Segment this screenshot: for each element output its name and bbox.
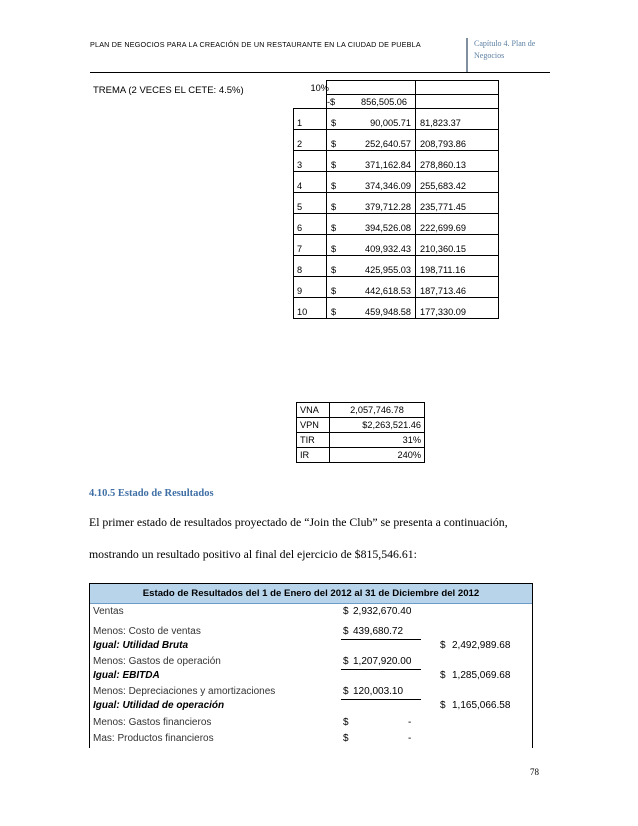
period-cell: [294, 130, 327, 151]
cash-flow-amount: 90,005.71: [370, 118, 411, 128]
summary-row: [297, 433, 425, 448]
present-value-cell: [416, 172, 499, 193]
cash-flow-cell: [327, 235, 416, 256]
dollar-sign: $: [331, 160, 337, 170]
dollar-sign: $: [331, 181, 337, 191]
summary-row: [297, 418, 425, 433]
present-value-amount: 255,683.42: [420, 181, 466, 191]
mid-amount: 2,932,670.40: [353, 606, 412, 617]
period-cell: [294, 277, 327, 298]
cash-flow-cell: [327, 109, 416, 130]
initial-investment-amount: 856,505.06: [361, 97, 407, 107]
period-cell: [294, 172, 327, 193]
right-amount: 1,165,066.58: [452, 700, 511, 711]
present-value-amount: 235,771.45: [420, 202, 466, 212]
page-header: [90, 38, 550, 72]
right-dollar-sign: $: [440, 670, 446, 681]
dollar-sign: $: [331, 286, 337, 296]
cash-flow-row: [294, 151, 499, 172]
present-value-cell: [416, 109, 499, 130]
row-label: Ventas: [93, 606, 124, 617]
summary-value: $2,263,521.46: [330, 418, 425, 433]
cash-flow-cell: [327, 130, 416, 151]
mid-dollar-sign: $: [343, 656, 349, 667]
cash-flow-row: [294, 130, 499, 151]
mid-amount: -: [408, 717, 412, 728]
header-chapter-line1: Capítulo 4. Plan de: [474, 39, 536, 48]
cash-flow-amount: 425,955.03: [365, 265, 411, 275]
mid-amount: -: [408, 733, 412, 744]
period-number: 3: [297, 160, 303, 170]
cash-flow-header-cell: [416, 81, 499, 95]
row-label: Igual: Utilidad de operación: [93, 700, 225, 711]
period-number: 5: [297, 202, 303, 212]
period-number: 6: [297, 223, 303, 233]
present-value-cell: [416, 298, 499, 319]
period-number: 4: [297, 181, 303, 191]
dollar-sign: -$: [327, 97, 336, 107]
row-label: Igual: Utilidad Bruta: [93, 640, 188, 651]
present-value-cell: [416, 130, 499, 151]
dollar-sign: $: [331, 202, 337, 212]
cash-flow-amount: 459,948.58: [365, 307, 411, 317]
dollar-sign: $: [331, 118, 337, 128]
cash-flow-amount: 379,712.28: [365, 202, 411, 212]
row-label: Menos: Gastos financieros: [93, 717, 212, 728]
paragraph-line-1: El primer estado de resultados proyectado de “Join the Club” se presenta a continuación,: [89, 515, 508, 529]
summary-value: 2,057,746.78: [330, 403, 425, 418]
cash-flow-row: [294, 277, 499, 298]
present-value-amount: 278,860.13: [420, 160, 466, 170]
period-cell: [294, 298, 327, 319]
present-value-cell: [416, 214, 499, 235]
dollar-sign: $: [331, 139, 337, 149]
header-chapter: [466, 38, 535, 72]
summary-value: 240%: [330, 448, 425, 463]
present-value-cell: [416, 151, 499, 172]
cash-flow-row: [294, 214, 499, 235]
row-label: Menos: Costo de ventas: [93, 626, 201, 637]
trema-label: TREMA (2 VECES EL CETE: 4.5%): [93, 85, 244, 96]
cash-flow-cell: [327, 298, 416, 319]
cash-flow-row: [294, 109, 499, 130]
period-cell: [294, 193, 327, 214]
cash-flow-row: [294, 256, 499, 277]
row-label: Mas: Productos financieros: [93, 733, 214, 744]
row-label: Igual: EBITDA: [93, 670, 160, 681]
cash-flow-table: [293, 80, 499, 319]
cash-flow-amount: 442,618.53: [365, 286, 411, 296]
present-value-amount: 208,793.86: [420, 139, 466, 149]
summary-value: 31%: [330, 433, 425, 448]
empty-cell: [294, 95, 327, 109]
period-cell: [294, 235, 327, 256]
present-value-cell: [416, 256, 499, 277]
period-number: 1: [297, 118, 303, 128]
empty-cell: [416, 95, 499, 109]
period-cell: [294, 151, 327, 172]
period-cell: [294, 109, 327, 130]
summary-key: VPN: [297, 418, 330, 433]
cash-flow-header-cell: [327, 81, 416, 95]
right-dollar-sign: $: [440, 700, 446, 711]
cash-flow-amount: 252,640.57: [365, 139, 411, 149]
cash-flow-cell: [327, 214, 416, 235]
row-label: Menos: Gastos de operación: [93, 656, 221, 667]
summary-key: TIR: [297, 433, 330, 448]
present-value-amount: 222,699.69: [420, 223, 466, 233]
cash-flow-row: [294, 172, 499, 193]
mid-dollar-sign: $: [343, 686, 349, 697]
cash-flow-cell: [327, 277, 416, 298]
summary-key: VNA: [297, 403, 330, 418]
summary-row: [297, 403, 425, 418]
mid-dollar-sign: $: [343, 733, 349, 744]
present-value-amount: 210,360.15: [420, 244, 466, 254]
period-number: 8: [297, 265, 303, 275]
subtotal-underline: [341, 669, 421, 670]
dollar-sign: $: [331, 244, 337, 254]
present-value-amount: 81,823.37: [420, 118, 461, 128]
period-number: 2: [297, 139, 303, 149]
subtotal-underline: [341, 639, 421, 640]
mid-dollar-sign: $: [343, 626, 349, 637]
period-number: 10: [297, 307, 308, 317]
period-number: 7: [297, 244, 303, 254]
cash-flow-cell: [327, 193, 416, 214]
section-title: 4.10.5 Estado de Resultados: [89, 488, 214, 499]
paragraph-line-2: mostrando un resultado positivo al final del ejercicio de $815,546.61:: [89, 547, 417, 561]
row-label: Menos: Depreciaciones y amortizaciones: [93, 686, 276, 697]
cash-flow-amount: 371,162.84: [365, 160, 411, 170]
mid-dollar-sign: $: [343, 606, 349, 617]
cash-flow-row: [294, 298, 499, 319]
npv-summary-table: [296, 402, 425, 463]
summary-key: IR: [297, 448, 330, 463]
present-value-cell: [416, 193, 499, 214]
mid-amount: 439,680.72: [353, 626, 404, 637]
header-rule: [90, 72, 550, 73]
present-value-amount: 177,330.09: [420, 307, 466, 317]
right-amount: 1,285,069.68: [452, 670, 511, 681]
header-document-title: PLAN DE NEGOCIOS PARA LA CREACIÓN DE UN RESTAURANTE EN LA CIUDAD DE PUEBLA: [90, 40, 421, 49]
income-statement-table: [89, 583, 533, 748]
trema-value-cell: [294, 81, 327, 95]
period-number: 9: [297, 286, 303, 296]
page-number: 78: [530, 767, 539, 777]
cash-flow-cell: [327, 151, 416, 172]
present-value-amount: 198,711.16: [420, 265, 466, 275]
dollar-sign: $: [331, 307, 337, 317]
mid-dollar-sign: $: [343, 717, 349, 728]
mid-amount: 120,003.10: [353, 686, 404, 697]
period-cell: [294, 256, 327, 277]
present-value-amount: 187,713.46: [420, 286, 466, 296]
present-value-cell: [416, 235, 499, 256]
period-cell: [294, 214, 327, 235]
mid-amount: 1,207,920.00: [353, 656, 412, 667]
right-amount: 2,492,989.68: [452, 640, 511, 651]
cash-flow-cell: [327, 172, 416, 193]
subtotal-underline: [341, 699, 421, 700]
dollar-sign: $: [331, 265, 337, 275]
cash-flow-cell: [327, 256, 416, 277]
income-statement-title: Estado de Resultados del 1 de Enero del 2012 al 31 de Diciembre del 2012: [90, 584, 532, 604]
trema-value: 10%: [310, 82, 329, 93]
header-chapter-line2: Negocios: [474, 51, 505, 60]
right-dollar-sign: $: [440, 640, 446, 651]
present-value-cell: [416, 277, 499, 298]
cash-flow-row: [294, 193, 499, 214]
cash-flow-amount: 409,932.43: [365, 244, 411, 254]
dollar-sign: $: [331, 223, 337, 233]
cash-flow-amount: 374,346.09: [365, 181, 411, 191]
cash-flow-row: [294, 235, 499, 256]
summary-row: [297, 448, 425, 463]
cash-flow-amount: 394,526.08: [365, 223, 411, 233]
initial-investment-cell: [327, 95, 416, 109]
